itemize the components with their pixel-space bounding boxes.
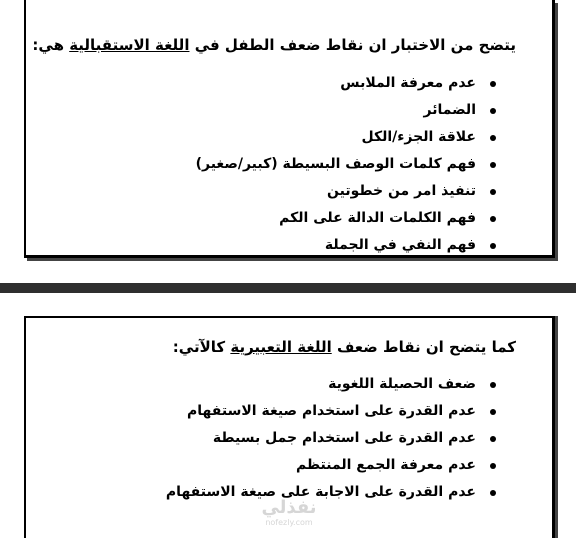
- receptive-weakness-list: [196, 70, 496, 259]
- list-item: [166, 371, 496, 398]
- list-item: [166, 398, 496, 425]
- list-item: [196, 97, 496, 124]
- list-item-text: علاقة الجزء/الكل: [361, 129, 476, 145]
- bullet-icon: [490, 436, 496, 442]
- bullet-icon: [490, 108, 496, 114]
- list-item-text: عدم القدرة على الاجابة على صيغة الاستفهام: [165, 484, 476, 500]
- expressive-weakness-list: [166, 371, 496, 506]
- watermark-logo-text: نفذلي: [261, 497, 317, 518]
- receptive-language-heading: [32, 36, 516, 54]
- list-item: [196, 124, 496, 151]
- heading-text-end: هي:: [32, 36, 70, 54]
- list-item-text: تنفيذ امر من خطوتين: [327, 183, 476, 199]
- heading-underlined-term: اللغة الاستقبالية: [69, 36, 190, 54]
- bullet-icon: [490, 490, 496, 496]
- bullet-icon: [490, 463, 496, 469]
- list-item-text: فهم كلمات الوصف البسيطة (كبير/صغير): [195, 156, 476, 172]
- bullet-icon: [490, 409, 496, 415]
- heading-text-end: كالآتي:: [172, 338, 231, 356]
- bullet-icon: [490, 189, 496, 195]
- bullet-icon: [490, 382, 496, 388]
- heading-text-start: كما يتضح ان نقاط ضعف: [331, 338, 516, 356]
- list-item-text: فهم النفي في الجملة: [324, 237, 476, 253]
- list-item-text: عدم معرفة الملابس: [340, 75, 476, 91]
- bullet-icon: [490, 135, 496, 141]
- list-item: [196, 178, 496, 205]
- receptive-language-box: [24, 0, 555, 258]
- list-item: [166, 452, 496, 479]
- heading-text-start: يتضح من الاختبار ان نقاط ضعف الطفل في: [189, 36, 516, 54]
- bullet-icon: [490, 243, 496, 249]
- list-item-text: فهم الكلمات الدالة على الكم: [279, 210, 476, 226]
- list-item: [166, 425, 496, 452]
- expressive-language-heading: [173, 338, 516, 356]
- bullet-icon: [490, 81, 496, 87]
- bullet-icon: [490, 216, 496, 222]
- list-item: [196, 151, 496, 178]
- list-item-text: الضمائر: [423, 102, 476, 118]
- page-separator: [0, 283, 576, 293]
- list-item: [166, 479, 496, 506]
- list-item-text: عدم القدرة على استخدام صيغة الاستفهام: [187, 403, 476, 419]
- list-item: [196, 232, 496, 259]
- bullet-icon: [490, 162, 496, 168]
- list-item: [196, 205, 496, 232]
- list-item: [196, 70, 496, 97]
- list-item-text: عدم القدرة على استخدام جمل بسيطة: [212, 430, 476, 446]
- watermark-url: nofezly.com: [265, 518, 313, 527]
- watermark-logo: [254, 498, 324, 528]
- list-item-text: عدم معرفة الجمع المنتظم: [295, 457, 476, 473]
- heading-underlined-term: اللغة التعبيرية: [230, 338, 332, 356]
- list-item-text: ضعف الحصيلة اللغوية: [328, 376, 476, 392]
